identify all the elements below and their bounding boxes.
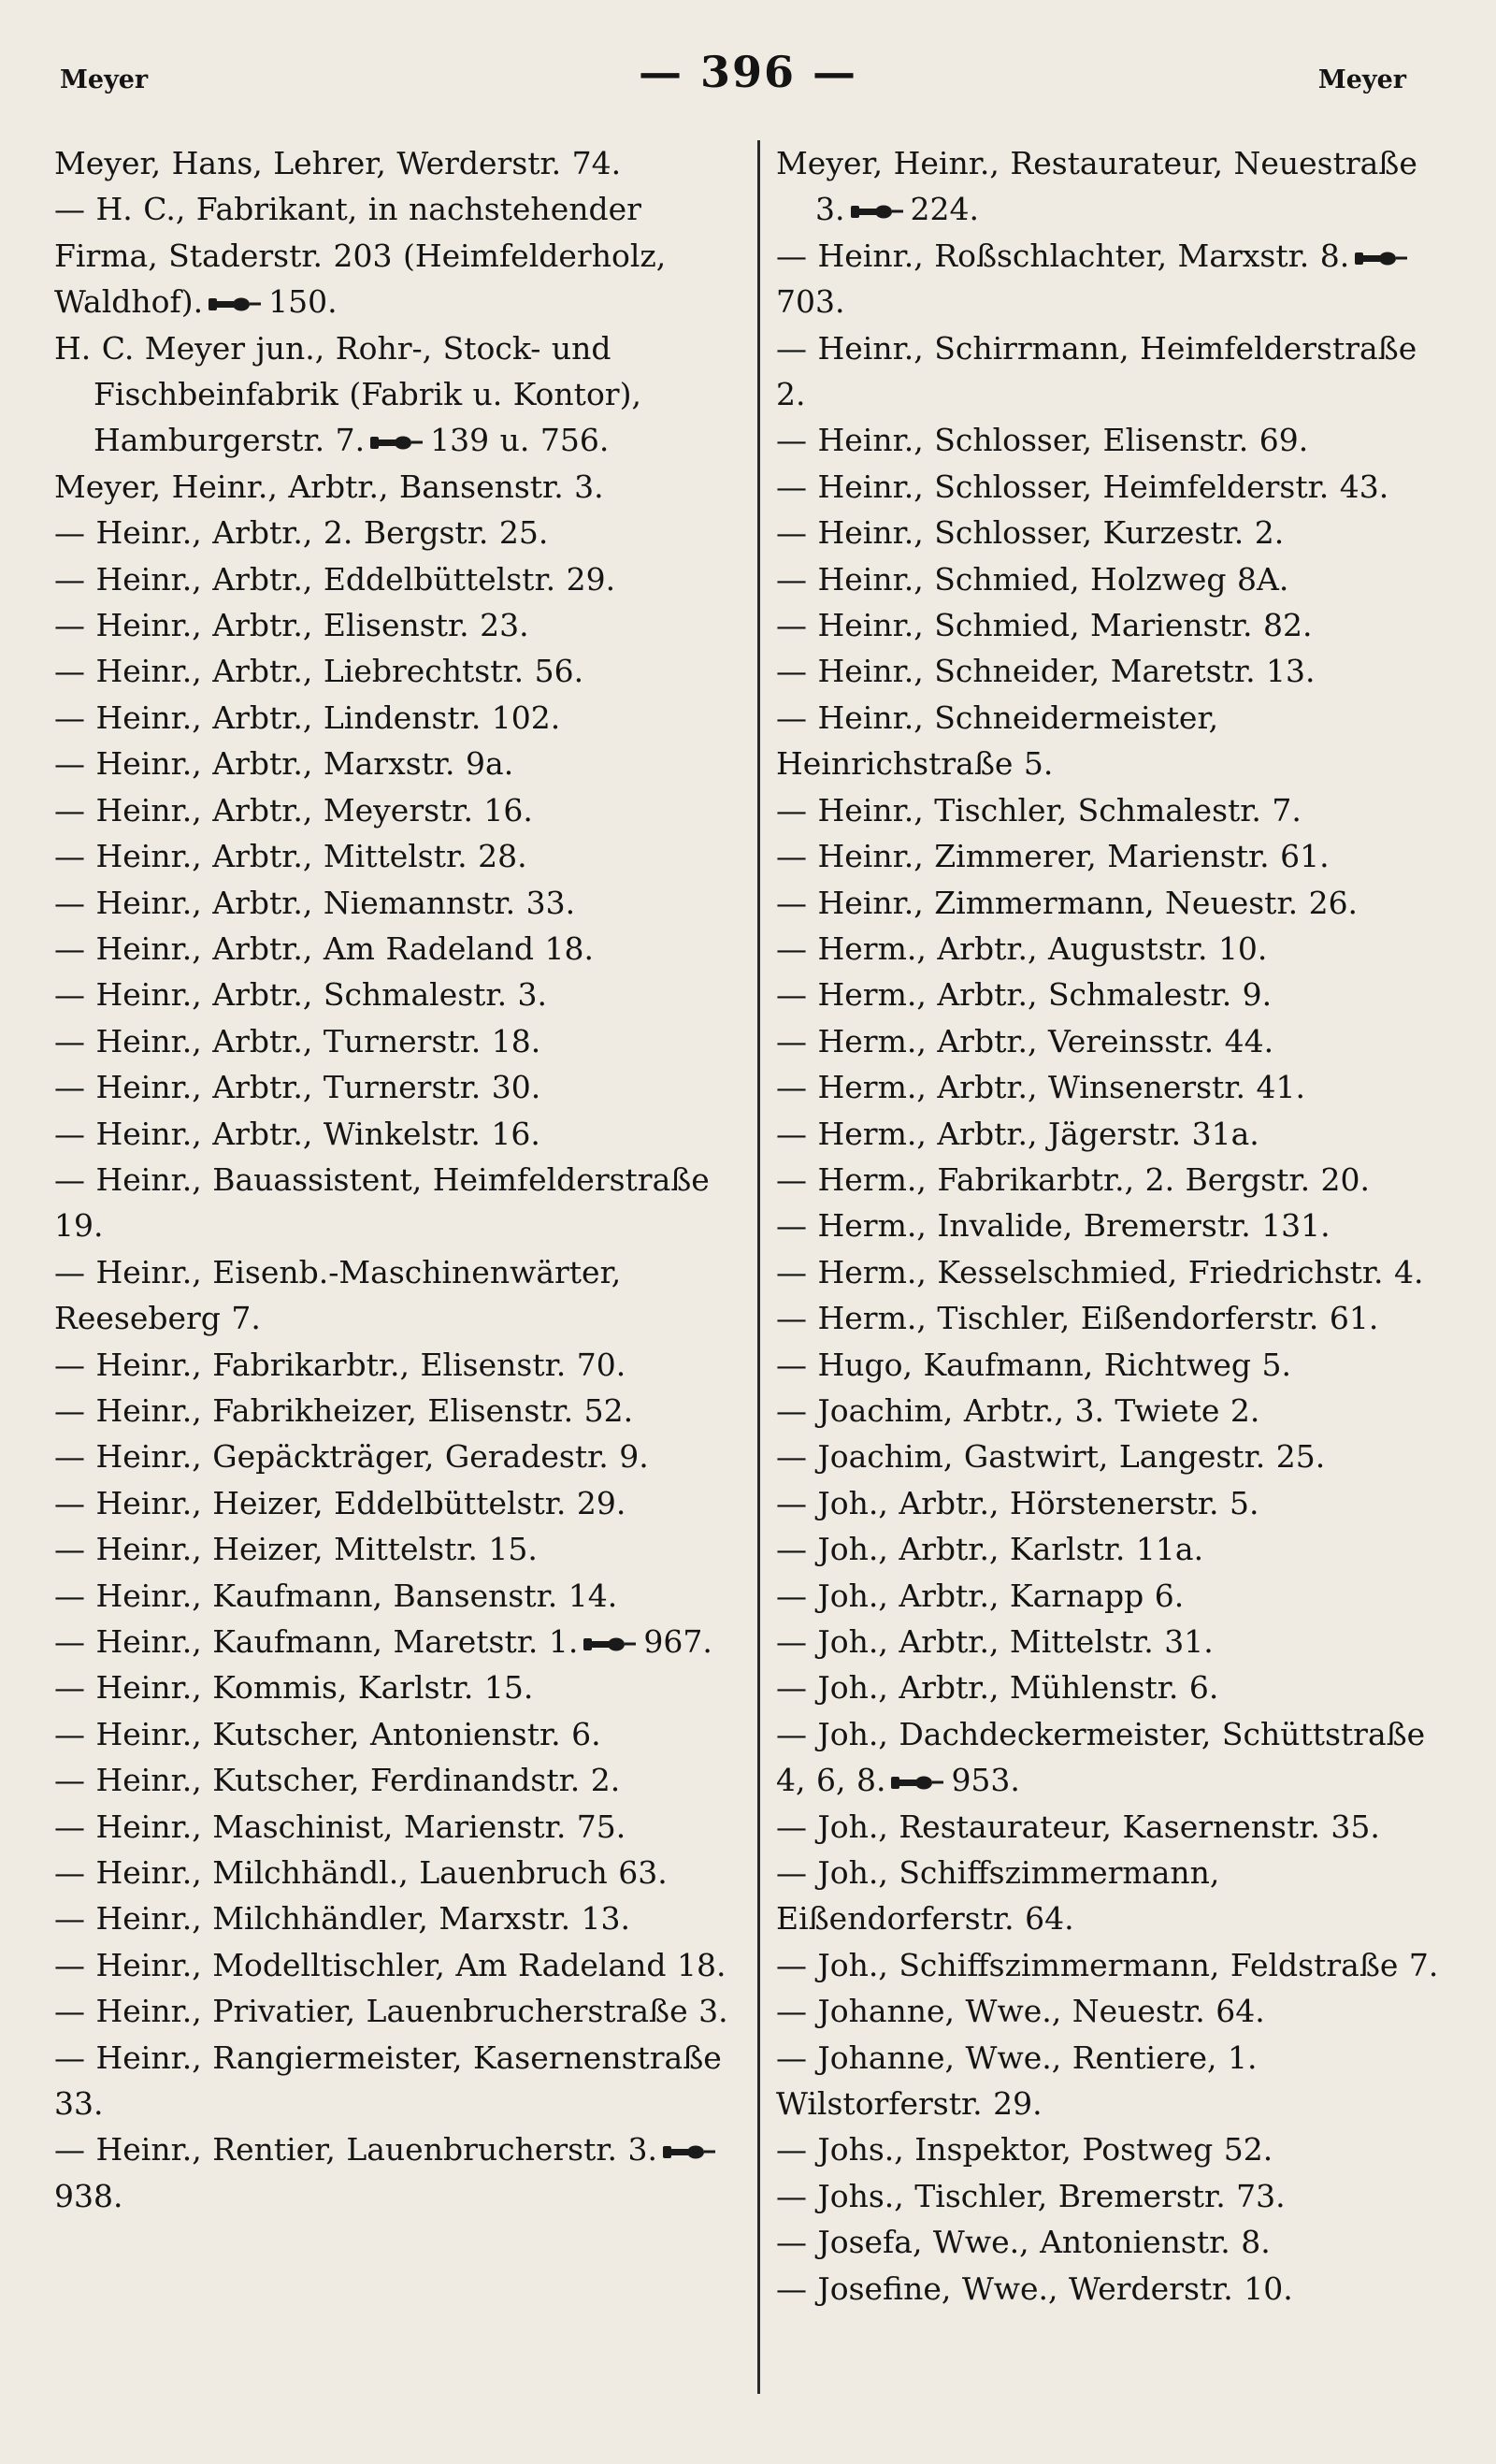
directory-entry (54, 1804, 739, 1850)
entry-text: Joh., Dachdeckermeister, Schüttstraße 4, 6, 8. (776, 1715, 1426, 1799)
directory-entry (776, 140, 1442, 233)
telephone-icon (368, 419, 424, 439)
directory-entry (776, 1249, 1442, 1295)
entry-text: Heinr., Arbtr., Winkelstr. 16. (95, 1115, 540, 1152)
directory-entry (54, 140, 739, 186)
left-column (54, 140, 739, 2219)
directory-entry (54, 1018, 739, 1064)
entry-text: Meyer, Heinr., Restaurateur, Neuestraße 3. (776, 145, 1417, 228)
directory-entry (776, 1664, 1442, 1710)
entry-text: Johs., Tischler, Bremerstr. 73. (817, 2177, 1286, 2214)
entry-text: Heinr., Schneider, Maretstr. 13. (817, 653, 1316, 690)
entry-text: H. C. Meyer jun., Rohr-, Stock- und Fischbeinfabrik (Fabrik u. Kontor), Hamburgerstr. 7. (54, 329, 641, 459)
entry-text: Heinr., Schlosser, Elisenstr. 69. (817, 422, 1309, 459)
entry-text: Johanne, Wwe., Rentiere, 1. Wilstorferstr. 29. (776, 2039, 1258, 2123)
entry-text: Heinr., Fabrikarbtr., Elisenstr. 70. (95, 1346, 626, 1383)
directory-entry (776, 2173, 1442, 2219)
entry-text: Joh., Arbtr., Karlstr. 11a. (817, 1531, 1204, 1568)
directory-entry (776, 233, 1442, 325)
entry-text: Heinr., Modelltischler, Am Radeland 18. (95, 1946, 726, 1983)
directory-entry (54, 741, 739, 786)
telephone-icon (1353, 235, 1409, 255)
directory-entry (54, 464, 739, 510)
running-head-left: Meyer (60, 65, 149, 94)
entry-text: Herm., Arbtr., Jägerstr. 31a. (817, 1115, 1259, 1152)
entry-text: Johs., Inspektor, Postweg 52. (817, 2131, 1273, 2169)
entry-text: Joh., Schiffszimmermann, Feldstraße 7. (817, 1946, 1439, 1983)
entry-text: H. C., Fabrikant, in nachstehender Firma, Staderstr. 203 (Heimfelderholz, Waldhof). (54, 191, 667, 321)
entry-text: Herm., Kesselschmied, Friedrichstr. 4. (817, 1253, 1424, 1290)
directory-entry (776, 417, 1442, 463)
directory-entry (776, 1388, 1442, 1434)
entry-text: Meyer, Hans, Lehrer, Werderstr. 74. (54, 145, 622, 181)
entry-text: Heinr., Heizer, Mittelstr. 15. (95, 1531, 538, 1568)
phone-number: 967. (643, 1623, 712, 1660)
entry-text: Herm., Arbtr., Schmalestr. 9. (817, 976, 1273, 1014)
directory-entry (776, 2219, 1442, 2265)
entry-text: Heinr., Arbtr., Eddelbüttelstr. 29. (95, 560, 616, 598)
phone-number: 703. (776, 283, 845, 321)
directory-entry (776, 880, 1442, 926)
entry-text: Heinr., Arbtr., Schmalestr. 3. (95, 976, 548, 1014)
directory-entry (776, 1526, 1442, 1572)
directory-entry (54, 1850, 739, 1895)
entry-text: Herm., Arbtr., Winsenerstr. 41. (817, 1069, 1305, 1106)
entry-text: Johanne, Wwe., Neuestr. 64. (817, 1993, 1265, 2030)
telephone-icon (582, 1621, 638, 1641)
directory-entry (776, 1573, 1442, 1619)
directory-entry (776, 1434, 1442, 1479)
entry-text: Heinr., Milchhändl., Lauenbruch 63. (95, 1854, 668, 1892)
entry-text: Heinr., Arbtr., Turnerstr. 30. (95, 1069, 541, 1106)
directory-entry (54, 1757, 739, 1803)
telephone-icon (849, 188, 905, 209)
entry-text: Joh., Arbtr., Karnapp 6. (817, 1577, 1185, 1614)
entry-text: Hugo, Kaufmann, Richtweg 5. (817, 1346, 1292, 1383)
directory-entry (776, 556, 1442, 602)
entry-text: Heinr., Arbtr., Turnerstr. 18. (95, 1022, 541, 1059)
directory-entry (54, 648, 739, 694)
directory-entry (54, 787, 739, 833)
telephone-icon (207, 281, 263, 301)
directory-entry (54, 1526, 739, 1572)
directory-entry (776, 972, 1442, 1017)
directory-entry (54, 1711, 739, 1757)
entry-text: Heinr., Schirrmann, Heimfelderstraße 2. (776, 329, 1417, 413)
entry-text: Heinr., Gepäckträger, Geradestr. 9. (95, 1438, 649, 1476)
directory-entry (54, 1942, 739, 1988)
directory-entry (776, 1619, 1442, 1664)
entry-text: Heinr., Zimmermann, Neuestr. 26. (817, 884, 1359, 921)
entry-text: Heinr., Kutscher, Ferdinandstr. 2. (95, 1762, 621, 1799)
entry-text: Heinr., Kommis, Karlstr. 15. (95, 1669, 534, 1707)
directory-entry (776, 1295, 1442, 1341)
directory-entry (776, 1942, 1442, 1988)
phone-number: 139 u. 756. (430, 422, 610, 459)
directory-entry (54, 1895, 739, 1941)
directory-entry (776, 1850, 1442, 1942)
entry-text: Heinr., Zimmerer, Marienstr. 61. (817, 838, 1330, 875)
directory-entry (776, 2126, 1442, 2172)
entry-text: Heinr., Rentier, Lauenbrucherstr. 3. (95, 2131, 657, 2169)
entry-text: Heinr., Schlosser, Kurzestr. 2. (817, 514, 1285, 552)
entry-text: Herm., Arbtr., Auguststr. 10. (817, 929, 1268, 967)
directory-entry (776, 1342, 1442, 1388)
directory-entry (54, 1249, 739, 1342)
directory-entry (54, 1111, 739, 1157)
entry-text: Heinr., Arbtr., Elisenstr. 23. (95, 607, 529, 644)
entry-text: Herm., Tischler, Eißendorferstr. 61. (817, 1300, 1379, 1337)
entry-text: Heinr., Milchhändler, Marxstr. 13. (95, 1900, 631, 1938)
entry-text: Heinr., Maschinist, Marienstr. 75. (95, 1808, 626, 1845)
directory-entry (54, 1064, 739, 1110)
entry-text: Herm., Fabrikarbtr., 2. Bergstr. 20. (817, 1160, 1371, 1198)
entry-text: Heinr., Kaufmann, Maretstr. 1. (95, 1623, 579, 1660)
entry-text: Heinr., Schlosser, Heimfelderstr. 43. (817, 468, 1389, 505)
entry-text: Heinr., Roßschlachter, Marxstr. 8. (817, 237, 1350, 274)
phone-number: 224. (910, 191, 979, 228)
telephone-icon (661, 2128, 717, 2149)
entry-text: Heinr., Kaufmann, Bansenstr. 14. (95, 1577, 618, 1614)
phone-number: 938. (54, 2177, 123, 2214)
entry-text: Heinr., Arbtr., 2. Bergstr. 25. (95, 514, 549, 552)
directory-entry (776, 2266, 1442, 2312)
entry-text: Heinr., Rangiermeister, Kasernenstraße 33. (54, 2039, 722, 2123)
directory-entry (54, 556, 739, 602)
directory-entry (776, 602, 1442, 648)
directory-entry (54, 833, 739, 879)
directory-entry (54, 1342, 739, 1388)
directory-entry (54, 1480, 739, 1526)
entry-text: Heinr., Privatier, Lauenbrucherstraße 3. (95, 1993, 728, 2030)
directory-entry (776, 1111, 1442, 1157)
directory-entry (54, 926, 739, 972)
entry-text: Heinr., Bauassistent, Heimfelderstraße 19. (54, 1160, 710, 1245)
entry-text: Heinr., Schmied, Marienstr. 82. (817, 607, 1313, 644)
entry-text: Joachim, Gastwirt, Langestr. 25. (817, 1438, 1326, 1476)
directory-entry (54, 1434, 739, 1479)
directory-entry (776, 1157, 1442, 1203)
directory-entry (776, 464, 1442, 510)
directory-entry (776, 1018, 1442, 1064)
page-number: — 396 — (638, 47, 858, 97)
directory-entry (776, 1711, 1442, 1804)
entry-text: Heinr., Arbtr., Mittelstr. 28. (95, 838, 527, 875)
entry-text: Heinr., Arbtr., Meyerstr. 16. (95, 791, 533, 829)
entry-text: Joh., Arbtr., Mühlenstr. 6. (817, 1669, 1219, 1707)
directory-entry (776, 1804, 1442, 1850)
entry-text: Josefine, Wwe., Werderstr. 10. (817, 2269, 1293, 2307)
entry-text: Joachim, Arbtr., 3. Twiete 2. (817, 1391, 1260, 1429)
directory-entry (776, 833, 1442, 879)
directory-entry (776, 695, 1442, 787)
directory-entry (54, 880, 739, 926)
directory-entry (776, 648, 1442, 694)
phone-number: 953. (951, 1762, 1020, 1799)
entry-text: Heinr., Arbtr., Lindenstr. 102. (95, 699, 561, 736)
running-head-right: Meyer (1317, 65, 1406, 94)
entry-text: Heinr., Eisenb.-Maschinenwärter, Reeseberg 7. (54, 1253, 622, 1337)
directory-entry (776, 1988, 1442, 2034)
directory-entry (54, 602, 739, 648)
directory-entry (776, 926, 1442, 972)
directory-entry (54, 2126, 739, 2219)
entry-text: Heinr., Arbtr., Am Radeland 18. (95, 929, 594, 967)
right-column (776, 140, 1442, 2312)
entry-text: Herm., Invalide, Bremerstr. 131. (817, 1207, 1331, 1245)
directory-entry (54, 1988, 739, 2034)
directory-entry (54, 972, 739, 1017)
directory-entry (776, 325, 1442, 418)
entry-text: Heinr., Arbtr., Liebrechtstr. 56. (95, 653, 584, 690)
directory-entry (776, 1480, 1442, 1526)
directory-entry (54, 1388, 739, 1434)
directory-entry (54, 1664, 739, 1710)
entry-text: Joh., Arbtr., Hörstenerstr. 5. (817, 1484, 1259, 1521)
entry-text: Joh., Schiffszimmermann, Eißendorferstr. 64. (776, 1854, 1220, 1938)
entry-text: Heinr., Tischler, Schmalestr. 7. (817, 791, 1302, 829)
telephone-icon (889, 1759, 945, 1780)
directory-entry (776, 787, 1442, 833)
directory-entry (54, 695, 739, 741)
column-divider (757, 140, 760, 2394)
directory-entry (776, 510, 1442, 555)
entry-text: Joh., Restaurateur, Kasernenstr. 35. (817, 1808, 1380, 1845)
entry-text: Heinr., Arbtr., Niemannstr. 33. (95, 884, 576, 921)
directory-entry (54, 325, 739, 464)
entry-text: Heinr., Schmied, Holzweg 8A. (817, 560, 1289, 598)
entry-text: Heinr., Kutscher, Antonienstr. 6. (95, 1715, 601, 1752)
directory-entry (776, 2035, 1442, 2127)
entry-text: Josefa, Wwe., Antonienstr. 8. (817, 2224, 1271, 2261)
directory-entry (54, 186, 739, 324)
entry-text: Joh., Arbtr., Mittelstr. 31. (817, 1623, 1214, 1660)
entry-text: Meyer, Heinr., Arbtr., Bansenstr. 3. (54, 468, 604, 505)
entry-text: Herm., Arbtr., Vereinsstr. 44. (817, 1022, 1274, 1059)
directory-entry (776, 1064, 1442, 1110)
entry-text: Heinr., Heizer, Eddelbüttelstr. 29. (95, 1484, 626, 1521)
entry-text: Heinr., Arbtr., Marxstr. 9a. (95, 745, 514, 783)
entry-text: Heinr., Schneidermeister, Heinrichstraße 5. (776, 699, 1219, 783)
directory-entry (54, 510, 739, 555)
phone-number: 150. (268, 283, 338, 321)
directory-entry (776, 1203, 1442, 1248)
directory-entry (54, 2035, 739, 2127)
directory-entry (54, 1157, 739, 1249)
directory-entry (54, 1619, 739, 1664)
directory-entry (54, 1573, 739, 1619)
entry-text: Heinr., Fabrikheizer, Elisenstr. 52. (95, 1391, 634, 1429)
